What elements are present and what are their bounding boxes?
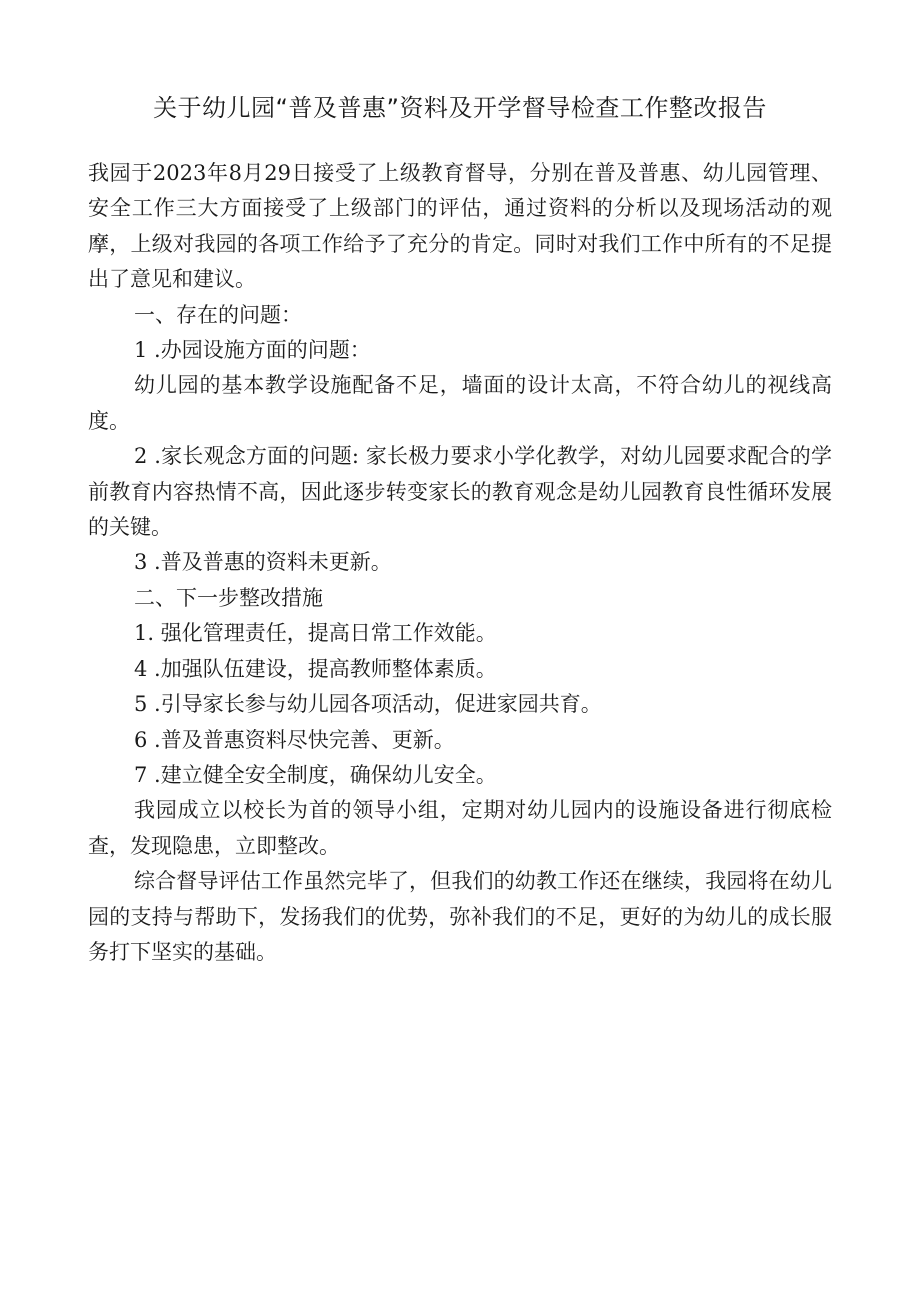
problem-2-paragraph: 2 .家长观念方面的问题: 家长极力要求小学化教学，对幼儿园要求配合的学前教育内容热情不高，因此逐步转变家长的教育观念是幼儿园教育良性循环发展的关键。: [88, 444, 832, 540]
leadership-paragraph: 我园成立以校长为首的领导小组，定期对幼儿园内的设施设备进行彻底检查，发现隐患，立即整改。: [88, 798, 832, 858]
document-body: [88, 156, 832, 970]
document-title: 关于幼儿园“普及普惠”资料及开学督导检查工作整改报告: [153, 94, 767, 122]
section-heading-problems: 一、存在的问题：: [134, 302, 302, 327]
measure-4: 4 .加强队伍建设，提高教师整体素质。: [134, 656, 497, 681]
section-heading-measures: 二、下一步整改措施: [134, 585, 323, 610]
problem-1-detail: 幼儿园的基本教学设施配备不足，墙面的设计太高，不符合幼儿的视线高度。: [88, 373, 832, 433]
problem-1-heading: 1 .办园设施方面的问题：: [134, 338, 371, 363]
conclusion-paragraph: 综合督导评估工作虽然完毕了，但我们的幼教工作还在继续，我园将在幼儿园的支持与帮助下，发扬我们的优势，弥补我们的不足，更好的为幼儿的成长服务打下坚实的基础。: [88, 869, 832, 964]
problem-3-paragraph: 3 .普及普惠的资料未更新。: [134, 550, 392, 575]
measure-1: 1. 强化管理责任，提高日常工作效能。: [134, 621, 497, 646]
measure-7: 7 .建立健全安全制度，确保幼儿安全。: [134, 762, 497, 787]
measure-6: 6 .普及普惠资料尽快完善、更新。: [134, 727, 455, 752]
intro-paragraph: 我园于2023年8月29日接受了上级教育督导，分别在普及普惠、幼儿园管理、安全工作三大方面接受了上级部门的评估，通过资料的分析以及现场活动的观摩，上级对我园的各项工作给予了充分的肯定。同时对我们工作中所有的不足提出了意见和建议。: [88, 161, 832, 292]
measure-5: 5 .引导家长参与幼儿园各项活动，促进家园共育。: [134, 692, 602, 717]
